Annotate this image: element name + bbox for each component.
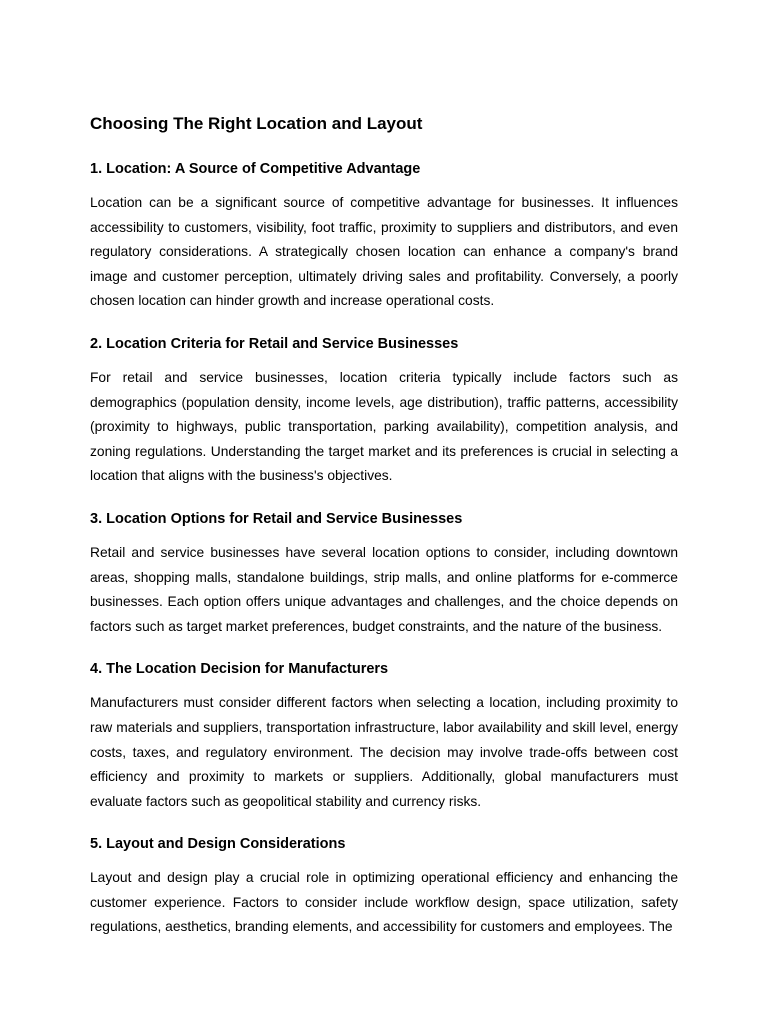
section-location-competitive-advantage <box>90 159 678 314</box>
section-heading: 2. Location Criteria for Retail and Service Businesses <box>90 335 459 352</box>
section-location-options <box>90 509 678 639</box>
section-manufacturers-location <box>90 659 678 814</box>
section-layout-design <box>90 834 678 940</box>
section-body: Layout and design play a crucial role in optimizing operational efficiency and enhancing the customer experience. Factors to consider include workflow design, space utilization, safety regulations, aesthetics, branding elements, and accessibility for customers and employees. The <box>90 870 678 935</box>
section-heading: 3. Location Options for Retail and Service Businesses <box>90 510 463 527</box>
section-body: For retail and service businesses, location criteria typically include factors such as demographics (population density, income levels, age distribution), traffic patterns, accessibility (proximity to highways, public transportation, parking availability), competition analysis, and zoning regulations. Understanding the target market and its preferences is crucial in selecting a location that aligns with the business's objectives. <box>90 369 678 484</box>
section-body: Retail and service businesses have several location options to consider, including downtown areas, shopping malls, standalone buildings, strip malls, and online platforms for e-commerce businesses. Each option offers unique advantages and challenges, and the choice depends on factors such as target market preferences, budget constraints, and the nature of the business. <box>90 544 678 634</box>
document-title: Choosing The Right Location and Layout <box>90 114 423 133</box>
section-location-criteria <box>90 334 678 489</box>
section-body: Manufacturers must consider different factors when selecting a location, including proximity to raw materials and suppliers, transportation infrastructure, labor availability and skill level, energy costs, taxes, and regulatory environment. The decision may involve trade-offs between cost efficiency and proximity to markets or suppliers. Additionally, global manufacturers must evaluate factors such as geopolitical stability and currency risks. <box>90 695 678 809</box>
section-heading: 5. Layout and Design Considerations <box>90 836 346 853</box>
section-heading: 4. The Location Decision for Manufacturers <box>90 661 389 678</box>
section-body: Location can be a significant source of competitive advantage for businesses. It influences accessibility to customers, visibility, foot traffic, proximity to suppliers and distributors, and even regulatory considerations. A strategically chosen location can enhance a company's brand image and customer perception, ultimately driving sales and profitability. Conversely, a poorly chosen location can hinder growth and increase operational costs. <box>90 195 678 309</box>
document-page <box>90 112 678 960</box>
section-heading: 1. Location: A Source of Competitive Advantage <box>90 161 421 177</box>
